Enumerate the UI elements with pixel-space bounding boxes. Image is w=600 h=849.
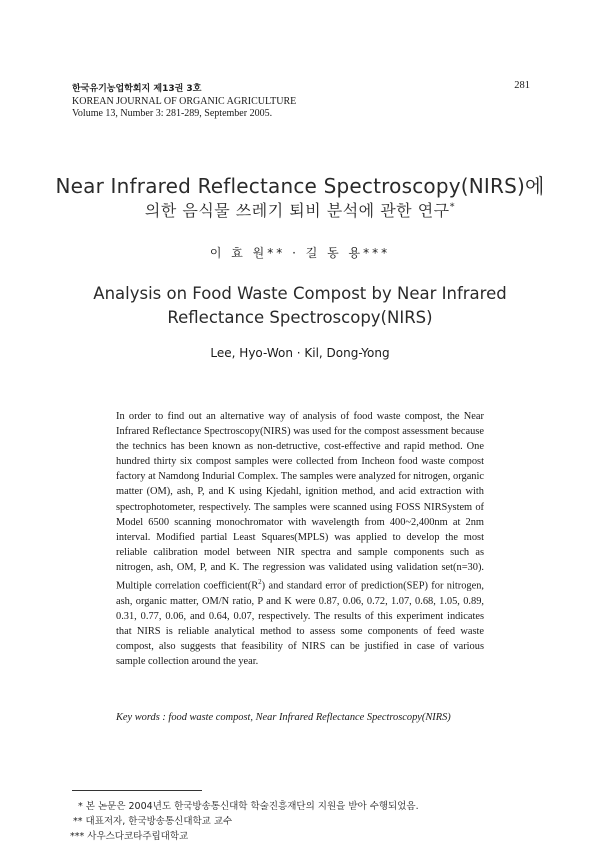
title-english: [0, 282, 600, 330]
title-korean-line2-text: 의한 음식물 쓰레기 퇴비 분석에 관한 연구: [144, 201, 450, 220]
abstract-text-part2: ) and standard error of prediction(SEP) for nitrogen, ash, organic matter, OM/N ratio, P and K were 0.87, 0.06, 0.72, 1.07, 0.68, 1.05, 0.89, 0.31, 0.77, 0.06, and 0.64, 0.07, respectively. The results of this experiment indicates that NIRS is reliable analytical method to assess some components of feed waste compost, also suggests that feasibility of NIRS can be justified in case of various sample collection around the year.: [116, 580, 485, 667]
abstract-paragraph: [116, 409, 484, 669]
title-english-line2: Reflectance Spectroscopy(NIRS): [167, 308, 433, 327]
footnote-corresponding-author: ** 대표저자, 한국방송통신대학교 교수: [73, 816, 233, 827]
title-footnote-mark: *: [449, 201, 456, 213]
page-number: 281: [514, 80, 530, 91]
authors-korean: 이 효 원** · 길 동 용***: [209, 246, 391, 260]
authors-english: Lee, Hyo-Won · Kil, Dong-Yong: [210, 346, 390, 360]
footnote-funding: * 본 논문은 2004년도 한국방송통신대학 학술진흥재단의 지원을 받아 수행되었음.: [78, 801, 419, 812]
title-korean-line1: Near Infrared Reflectance Spectroscopy(NIRS)에: [55, 174, 545, 198]
footnote-affiliation: *** 사우스다코타주립대학교: [70, 831, 189, 842]
journal-title-english: KOREAN JOURNAL OF ORGANIC AGRICULTURE: [72, 96, 297, 107]
abstract-superscript: 2: [258, 578, 262, 587]
volume-info: Volume 13, Number 3: 281-289, September 2005.: [72, 108, 273, 119]
footnote-divider: [72, 790, 202, 791]
keywords: Key words : food waste compost, Near Infrared Reflectance Spectroscopy(NIRS): [116, 712, 451, 723]
title-korean-line2: [0, 198, 600, 221]
journal-title-korean: 한국유기농업학회지 제13권 3호: [72, 84, 202, 94]
title-english-line1: Analysis on Food Waste Compost by Near Infrared: [93, 284, 507, 303]
abstract-text-part1: In order to find out an alternative way of analysis of food waste compost, the Near Infrared Reflectance Spectroscopy(NIRS) was used for the compost assessment because the technics has been known as non-detructive, cost-effective and rapid method. One hundred thirty six compost samples were collected from Incheon food waste compost factory at Namdong Indurial Complex. The samples were analyzed for nitrogen, organic matter (OM), ash, P, and K using Kjedahl, ignition method, and acid extraction with spectrophotometer, respectively. The samples were scanned using FOSS NIRSystem of Model 6500 scanning monochromator with wavelength from 400~2,400nm at 2nm interval. Modified partial Least Squares(MPLS) was applied to develop the most reliable calibration model between NIR spectra and sample components such as nitrogen, ash, OM, P, and K. The regression was validated using validation set(n=30). Multiple correlation coefficient(R: [116, 411, 484, 592]
